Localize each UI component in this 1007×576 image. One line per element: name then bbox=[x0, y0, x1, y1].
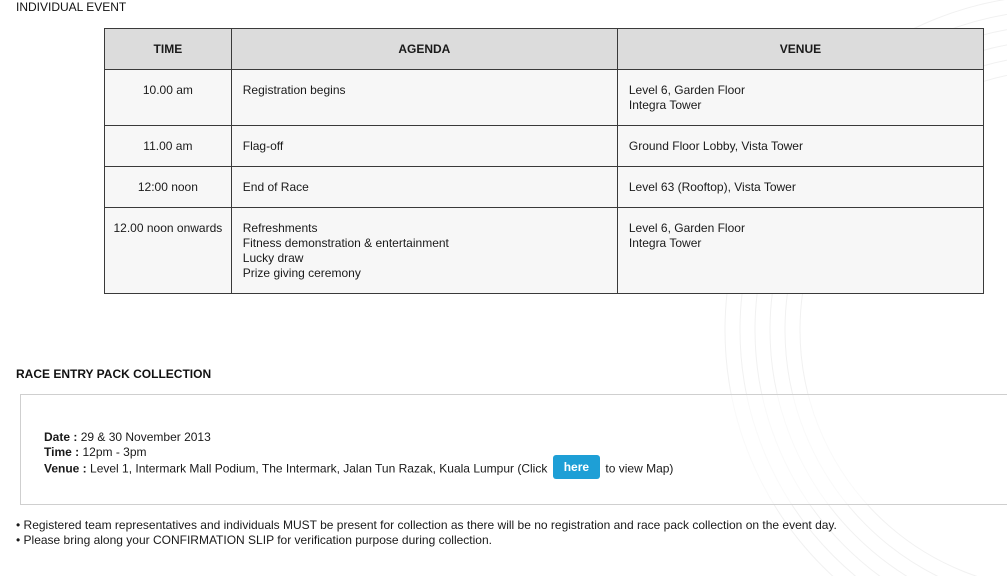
table-header-row bbox=[105, 29, 984, 70]
agenda-item: Lucky draw bbox=[242, 251, 304, 265]
column-header-venue: VENUE bbox=[617, 29, 983, 70]
venue-cell bbox=[617, 126, 983, 167]
pack-time-line bbox=[44, 445, 147, 460]
venue-label: Venue : bbox=[44, 461, 87, 476]
venue-cell bbox=[617, 208, 983, 294]
event-schedule-table bbox=[104, 28, 984, 294]
agenda-item: Flag-off bbox=[242, 139, 284, 153]
venue-line: Level 6, Garden Floor bbox=[628, 83, 745, 97]
column-header-agenda: AGENDA bbox=[231, 29, 617, 70]
agenda-item: Refreshments bbox=[242, 221, 318, 235]
venue-line: Level 63 (Rooftop), Vista Tower bbox=[628, 180, 796, 194]
time-label: Time : bbox=[44, 445, 80, 459]
pack-date-line bbox=[44, 430, 211, 445]
venue-line: Integra Tower bbox=[628, 236, 702, 250]
collection-note: • Please bring along your CONFIRMATION SLIP for verification purpose during collection. bbox=[16, 533, 492, 547]
venue-cell bbox=[617, 70, 983, 126]
race-pack-heading: RACE ENTRY PACK COLLECTION bbox=[16, 367, 212, 381]
venue-line: Ground Floor Lobby, Vista Tower bbox=[628, 139, 803, 153]
date-label: Date : bbox=[44, 430, 78, 444]
agenda-item: Prize giving ceremony bbox=[242, 266, 361, 280]
time-cell: 12.00 noon onwards bbox=[105, 208, 232, 294]
pack-venue-line bbox=[44, 460, 673, 479]
venue-line: Level 6, Garden Floor bbox=[628, 221, 745, 235]
venue-cell bbox=[617, 167, 983, 208]
time-cell: 11.00 am bbox=[105, 126, 232, 167]
table-row bbox=[105, 126, 984, 167]
time-cell: 10.00 am bbox=[105, 70, 232, 126]
time-cell: 12:00 noon bbox=[105, 167, 232, 208]
venue-value: Level 1, Intermark Mall Podium, The Intermark, Jalan Tun Razak, Kuala Lumpur (Click bbox=[90, 461, 548, 476]
venue-line: Integra Tower bbox=[628, 98, 702, 112]
agenda-item: Registration begins bbox=[242, 83, 346, 97]
view-map-button[interactable]: here bbox=[553, 455, 600, 479]
agenda-item: Fitness demonstration & entertainment bbox=[242, 236, 449, 250]
table-row bbox=[105, 70, 984, 126]
individual-event-heading: INDIVIDUAL EVENT bbox=[16, 0, 127, 14]
column-header-time: TIME bbox=[105, 29, 232, 70]
agenda-cell bbox=[231, 208, 617, 294]
venue-suffix: to view Map) bbox=[605, 461, 674, 476]
table-row bbox=[105, 167, 984, 208]
agenda-cell bbox=[231, 70, 617, 126]
collection-note: • Registered team representatives and individuals MUST be present for collection as there will be no registration and race pack collection on the event day. bbox=[16, 518, 837, 532]
agenda-item: End of Race bbox=[242, 180, 309, 194]
agenda-cell bbox=[231, 126, 617, 167]
table-row bbox=[105, 208, 984, 294]
race-pack-info-box bbox=[20, 394, 1007, 505]
time-value: 12pm - 3pm bbox=[82, 445, 147, 459]
date-value: 29 & 30 November 2013 bbox=[80, 430, 211, 444]
agenda-cell bbox=[231, 167, 617, 208]
